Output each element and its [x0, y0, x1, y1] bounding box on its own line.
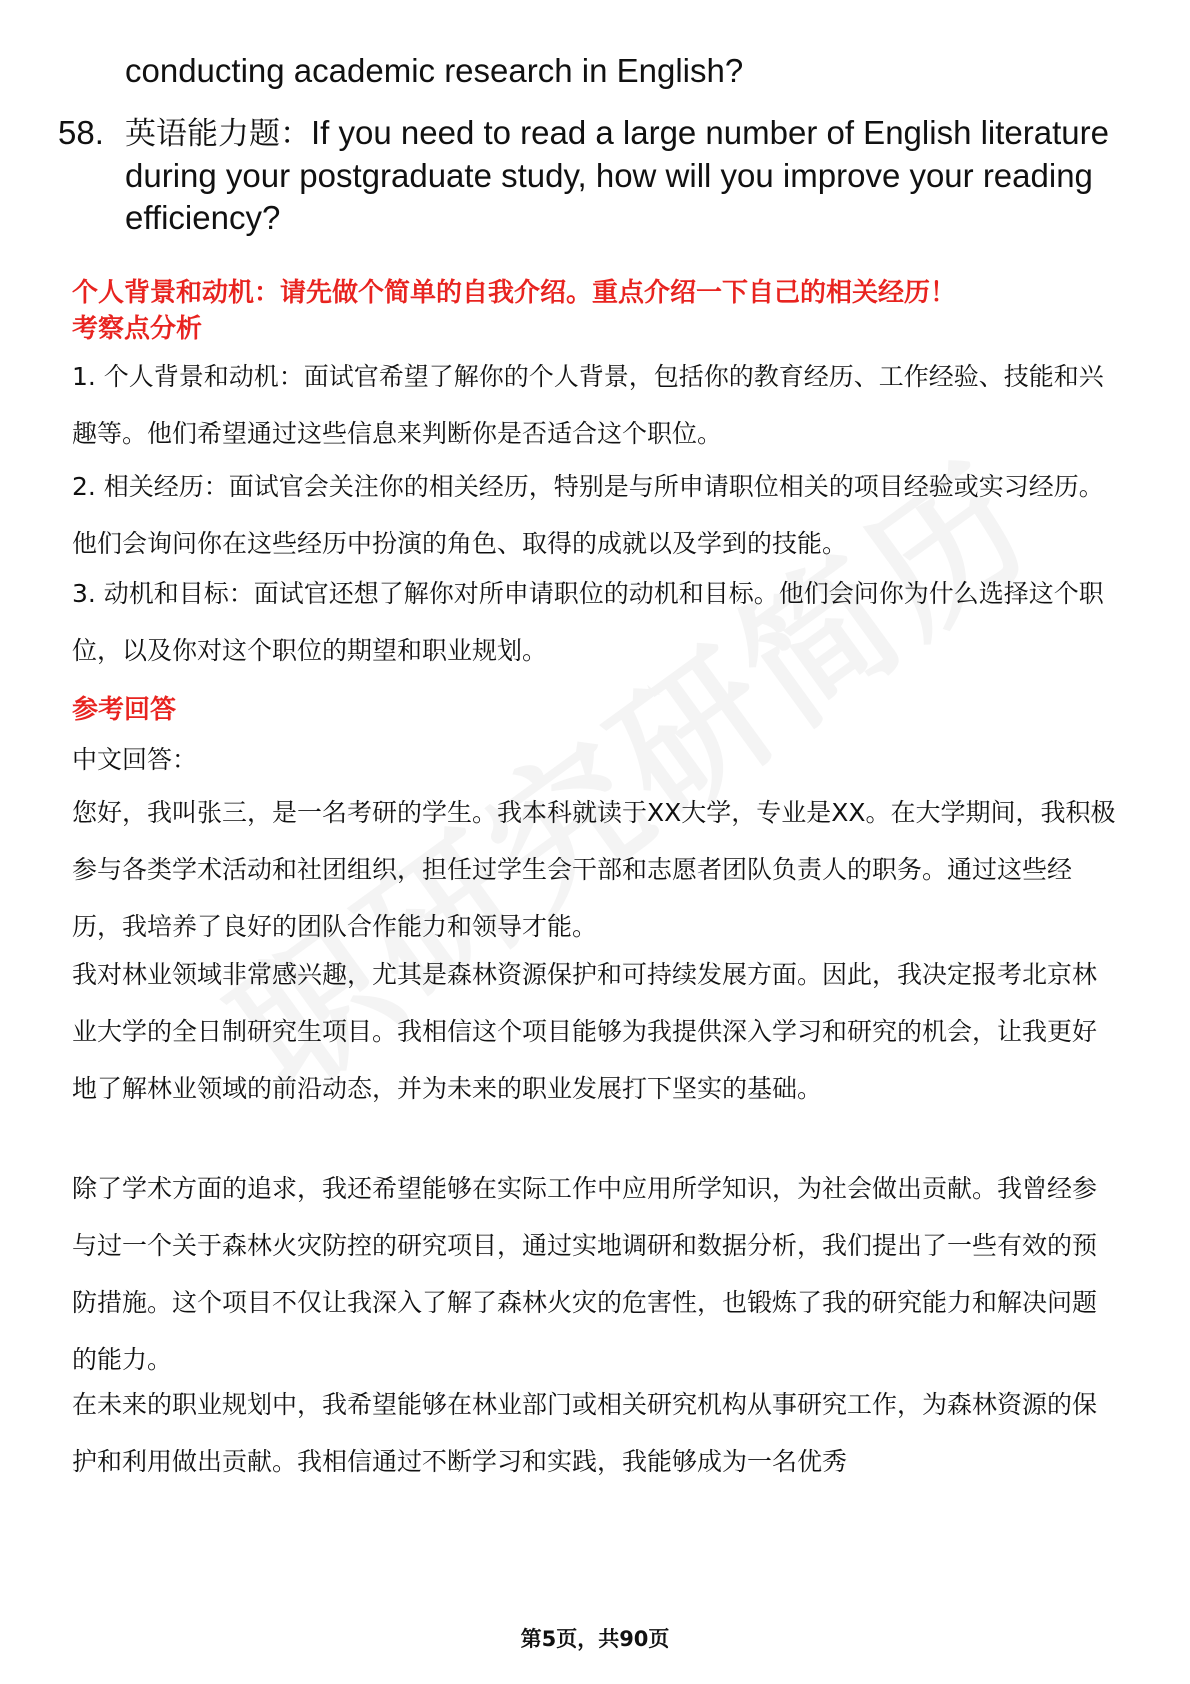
question-number: 58. [58, 114, 104, 151]
question-body: If you need to read a large number of English literature during your postgraduate study, how will you improve your reading efficiency? [125, 114, 1109, 236]
question-headline: 个人背景和动机：请先做个简单的自我介绍。重点介绍一下自己的相关经历！ [72, 278, 957, 308]
answer-paragraph-2: 我对林业领域非常感兴趣，尤其是森林资源保护和可持续发展方面。因此，我决定报考北京林业大学的全日制研究生项目。我相信这个项目能够为我提供深入学习和研究的机会，让我更好地了解林业领域的前沿动态，并为未来的职业发展打下坚实的基础。 [72, 960, 1098, 1103]
analysis-point-2: 2. 相关经历：面试官会关注你的相关经历，特别是与所申请职位相关的项目经验或实习经历。他们会询问你在这些经历中扮演的角色、取得的成就以及学到的技能。 [72, 472, 1104, 558]
analysis-title: 考察点分析 [72, 314, 203, 344]
analysis-point-1: 1. 个人背景和动机：面试官希望了解你的个人背景，包括你的教育经历、工作经验、技能和兴趣等。他们希望通过这些信息来判断你是否适合这个职位。 [72, 362, 1104, 448]
answer-paragraph-4: 在未来的职业规划中，我希望能够在林业部门或相关研究机构从事研究工作，为森林资源的保护和利用做出贡献。我相信通过不断学习和实践，我能够成为一名优秀 [72, 1390, 1098, 1476]
question57-continuation: conducting academic research in English? [125, 52, 744, 89]
question-text [125, 112, 1110, 239]
reference-title: 参考回答 [72, 695, 177, 725]
answer-paragraph-1: 您好，我叫张三，是一名考研的学生。我本科就读于XX大学，专业是XX。在大学期间，我积极参与各类学术活动和社团组织，担任过学生会干部和志愿者团队负责人的职务。通过这些经历，我培养了良好的团队合作能力和领导才能。 [72, 798, 1116, 941]
analysis-point-3: 3. 动机和目标：面试官还想了解你对所申请职位的动机和目标。他们会问你为什么选择这个职位，以及你对这个职位的期望和职业规划。 [72, 579, 1104, 665]
page-number: 第5页，共90页 [520, 1627, 670, 1651]
reference-intro: 中文回答： [72, 745, 198, 774]
answer-paragraph-3: 除了学术方面的追求，我还希望能够在实际工作中应用所学知识，为社会做出贡献。我曾经参与过一个关于森林火灾防控的研究项目，通过实地调研和数据分析，我们提出了一些有效的预防措施。这个项目不仅让我深入了解了森林火灾的危害性，也锻炼了我的研究能力和解决问题的能力。 [72, 1174, 1098, 1374]
question-label: 英语能力题： [125, 116, 311, 152]
